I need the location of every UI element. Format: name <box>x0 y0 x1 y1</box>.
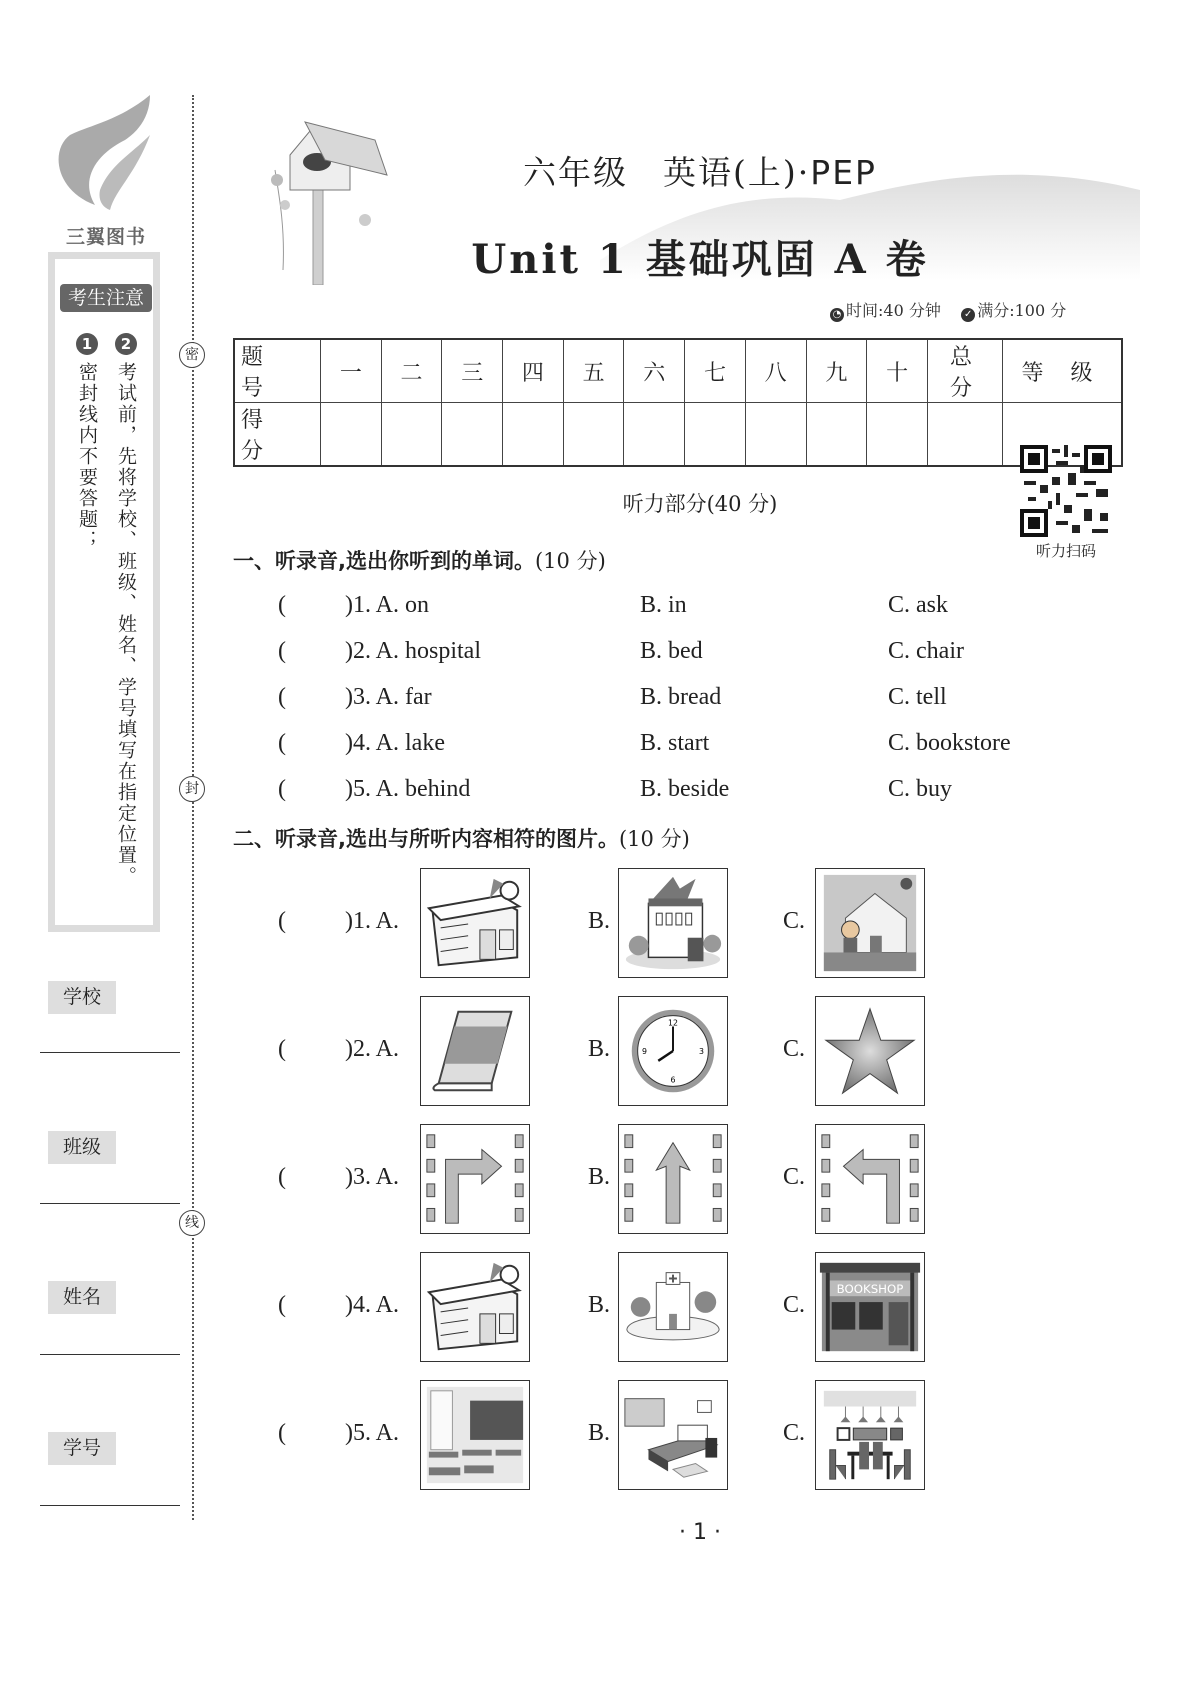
option-c-label: C. <box>783 908 806 934</box>
option-c-label: C. <box>783 1036 806 1062</box>
part1-heading <box>233 545 606 575</box>
picture-bedroom <box>618 1380 728 1490</box>
score-cell: 二 <box>381 339 442 403</box>
score-cell: 五 <box>563 339 624 403</box>
grade-subject: 六年级 英语(上)· <box>523 153 811 192</box>
score-input-cell[interactable] <box>563 403 624 467</box>
score-input-cell[interactable] <box>928 403 1003 467</box>
qr-label: 听力扫码 <box>1035 542 1096 560</box>
student-id-input-line[interactable] <box>40 1505 180 1506</box>
class-input-line[interactable] <box>40 1203 180 1204</box>
score-input-cell[interactable] <box>321 403 382 467</box>
option-a: )2. A. hospital <box>345 638 481 664</box>
time-limit: 时间:40 分钟 <box>846 301 941 320</box>
score-cell: 九 <box>806 339 867 403</box>
score-cell: 总 分 <box>928 339 1003 403</box>
answer-bracket[interactable]: ( <box>278 1036 286 1062</box>
svg-text:3: 3 <box>698 1046 704 1056</box>
score-table-score-row <box>234 403 1122 467</box>
birdhouse-illustration <box>255 120 400 285</box>
picture-book <box>420 996 530 1106</box>
name-input-line[interactable] <box>40 1354 180 1355</box>
exam-meta <box>830 298 1066 322</box>
picture-go-straight <box>618 1124 728 1234</box>
score-input-cell[interactable] <box>806 403 867 467</box>
picture-post-office <box>618 868 728 978</box>
answer-bracket[interactable]: ( <box>278 592 286 618</box>
answer-bracket[interactable]: ( <box>278 684 286 710</box>
seal-feng: 封 <box>179 776 205 802</box>
score-input-cell[interactable] <box>503 403 564 467</box>
picture-turn-left <box>815 1124 925 1234</box>
picture-clock <box>618 996 728 1106</box>
score-input-cell[interactable] <box>624 403 685 467</box>
option-a-label: )2. A. <box>345 1036 399 1062</box>
picture-hospital <box>618 1252 728 1362</box>
picture-star <box>815 996 925 1106</box>
notice-text-2: 考试前，先将学校、班级、姓名、学号填写在指定位置。 <box>115 362 137 887</box>
option-c-label: C. <box>783 1292 806 1318</box>
listening-title: 听力部分 <box>622 492 707 516</box>
school-input-line[interactable] <box>40 1052 180 1053</box>
publisher-name: 三翼图书 <box>65 226 146 248</box>
qr-code[interactable] <box>1020 445 1112 537</box>
option-c: C. bookstore <box>888 730 1011 756</box>
option-a: )1. A. on <box>345 592 429 618</box>
score-cell: 七 <box>685 339 746 403</box>
answer-bracket[interactable]: ( <box>278 776 286 802</box>
option-b: B. beside <box>640 776 730 802</box>
option-b: B. bread <box>640 684 722 710</box>
notice-text-1: 密封线内不要答题； <box>76 362 98 551</box>
publisher-logo <box>50 95 160 210</box>
clock-icon: ◔ <box>830 308 844 322</box>
option-b: B. start <box>640 730 710 756</box>
picture-cinema <box>420 868 530 978</box>
score-input-cell[interactable] <box>381 403 442 467</box>
option-c: C. tell <box>888 684 947 710</box>
score-cell: 六 <box>624 339 685 403</box>
notice-box <box>48 252 160 932</box>
score-input-cell[interactable] <box>685 403 746 467</box>
option-b-label: B. <box>588 908 611 934</box>
score-input-cell[interactable] <box>745 403 806 467</box>
seal-xian: 线 <box>179 1210 205 1236</box>
score-cell: 等 级 <box>1003 339 1123 403</box>
school-label: 学校 <box>48 981 116 1014</box>
part1-instruction: 一、听录音,选出你听到的单词。 <box>233 549 535 573</box>
picture-school <box>815 868 925 978</box>
notice-number-2: 2 <box>115 333 137 355</box>
option-a: )4. A. lake <box>345 730 445 756</box>
listening-section-title <box>440 488 960 518</box>
part2-heading <box>233 823 690 853</box>
answer-bracket[interactable]: ( <box>278 1292 286 1318</box>
option-a: )5. A. behind <box>345 776 471 802</box>
score-table <box>233 338 1123 467</box>
name-label: 姓名 <box>48 1281 116 1314</box>
notice-number-1: 1 <box>76 333 98 355</box>
answer-bracket[interactable]: ( <box>278 638 286 664</box>
check-icon: ✓ <box>961 308 975 322</box>
part2-score: (10 分) <box>618 827 690 851</box>
score-cell: 十 <box>867 339 928 403</box>
page-number: · 1 · <box>679 1520 721 1545</box>
picture-cinema <box>420 1252 530 1362</box>
score-cell: 八 <box>745 339 806 403</box>
option-c-label: C. <box>783 1164 806 1190</box>
answer-bracket[interactable]: ( <box>278 730 286 756</box>
seal-line <box>192 95 194 1520</box>
edition: PEP <box>810 153 877 192</box>
option-a-label: )5. A. <box>345 1420 399 1446</box>
class-label: 班级 <box>48 1131 116 1164</box>
part1-score: (10 分) <box>534 549 606 573</box>
option-b: B. in <box>640 592 687 618</box>
option-c: C. chair <box>888 638 964 664</box>
picture-dining-room <box>815 1380 925 1490</box>
score-cell: 三 <box>442 339 503 403</box>
exam-title: Unit 1 基础巩固 A 卷 <box>471 236 929 283</box>
svg-text:12: 12 <box>668 1018 678 1028</box>
option-c: C. ask <box>888 592 948 618</box>
option-b-label: B. <box>588 1164 611 1190</box>
picture-bookshop <box>815 1252 925 1362</box>
option-b-label: B. <box>588 1420 611 1446</box>
score-cell: 一 <box>321 339 382 403</box>
bookshop-sign: BOOKSHOP <box>836 1282 904 1297</box>
option-a-label: )3. A. <box>345 1164 399 1190</box>
score-table-header-row <box>234 339 1122 403</box>
full-score: 满分:100 分 <box>977 301 1067 320</box>
option-b-label: B. <box>588 1292 611 1318</box>
picture-turn-right <box>420 1124 530 1234</box>
answer-bracket[interactable]: ( <box>278 908 286 934</box>
svg-text:6: 6 <box>670 1075 676 1085</box>
score-input-cell[interactable] <box>442 403 503 467</box>
seal-mi: 密 <box>179 342 205 368</box>
grade-subject-title <box>440 147 960 194</box>
score-cell: 题 号 <box>234 339 321 403</box>
option-a-label: )1. A. <box>345 908 399 934</box>
score-cell: 得 分 <box>234 403 321 467</box>
notice-title: 考生注意 <box>60 284 152 312</box>
option-c: C. buy <box>888 776 953 802</box>
option-b-label: B. <box>588 1036 611 1062</box>
option-c-label: C. <box>783 1420 806 1446</box>
score-input-cell[interactable] <box>867 403 928 467</box>
option-a: )3. A. far <box>345 684 432 710</box>
answer-bracket[interactable]: ( <box>278 1420 286 1446</box>
option-b: B. bed <box>640 638 703 664</box>
answer-bracket[interactable]: ( <box>278 1164 286 1190</box>
option-a-label: )4. A. <box>345 1292 399 1318</box>
listening-score: (40 分) <box>706 492 778 516</box>
student-id-label: 学号 <box>48 1432 116 1465</box>
score-cell: 四 <box>503 339 564 403</box>
picture-classroom <box>420 1380 530 1490</box>
svg-text:9: 9 <box>642 1046 648 1056</box>
part2-instruction: 二、听录音,选出与所听内容相符的图片。 <box>233 827 619 851</box>
